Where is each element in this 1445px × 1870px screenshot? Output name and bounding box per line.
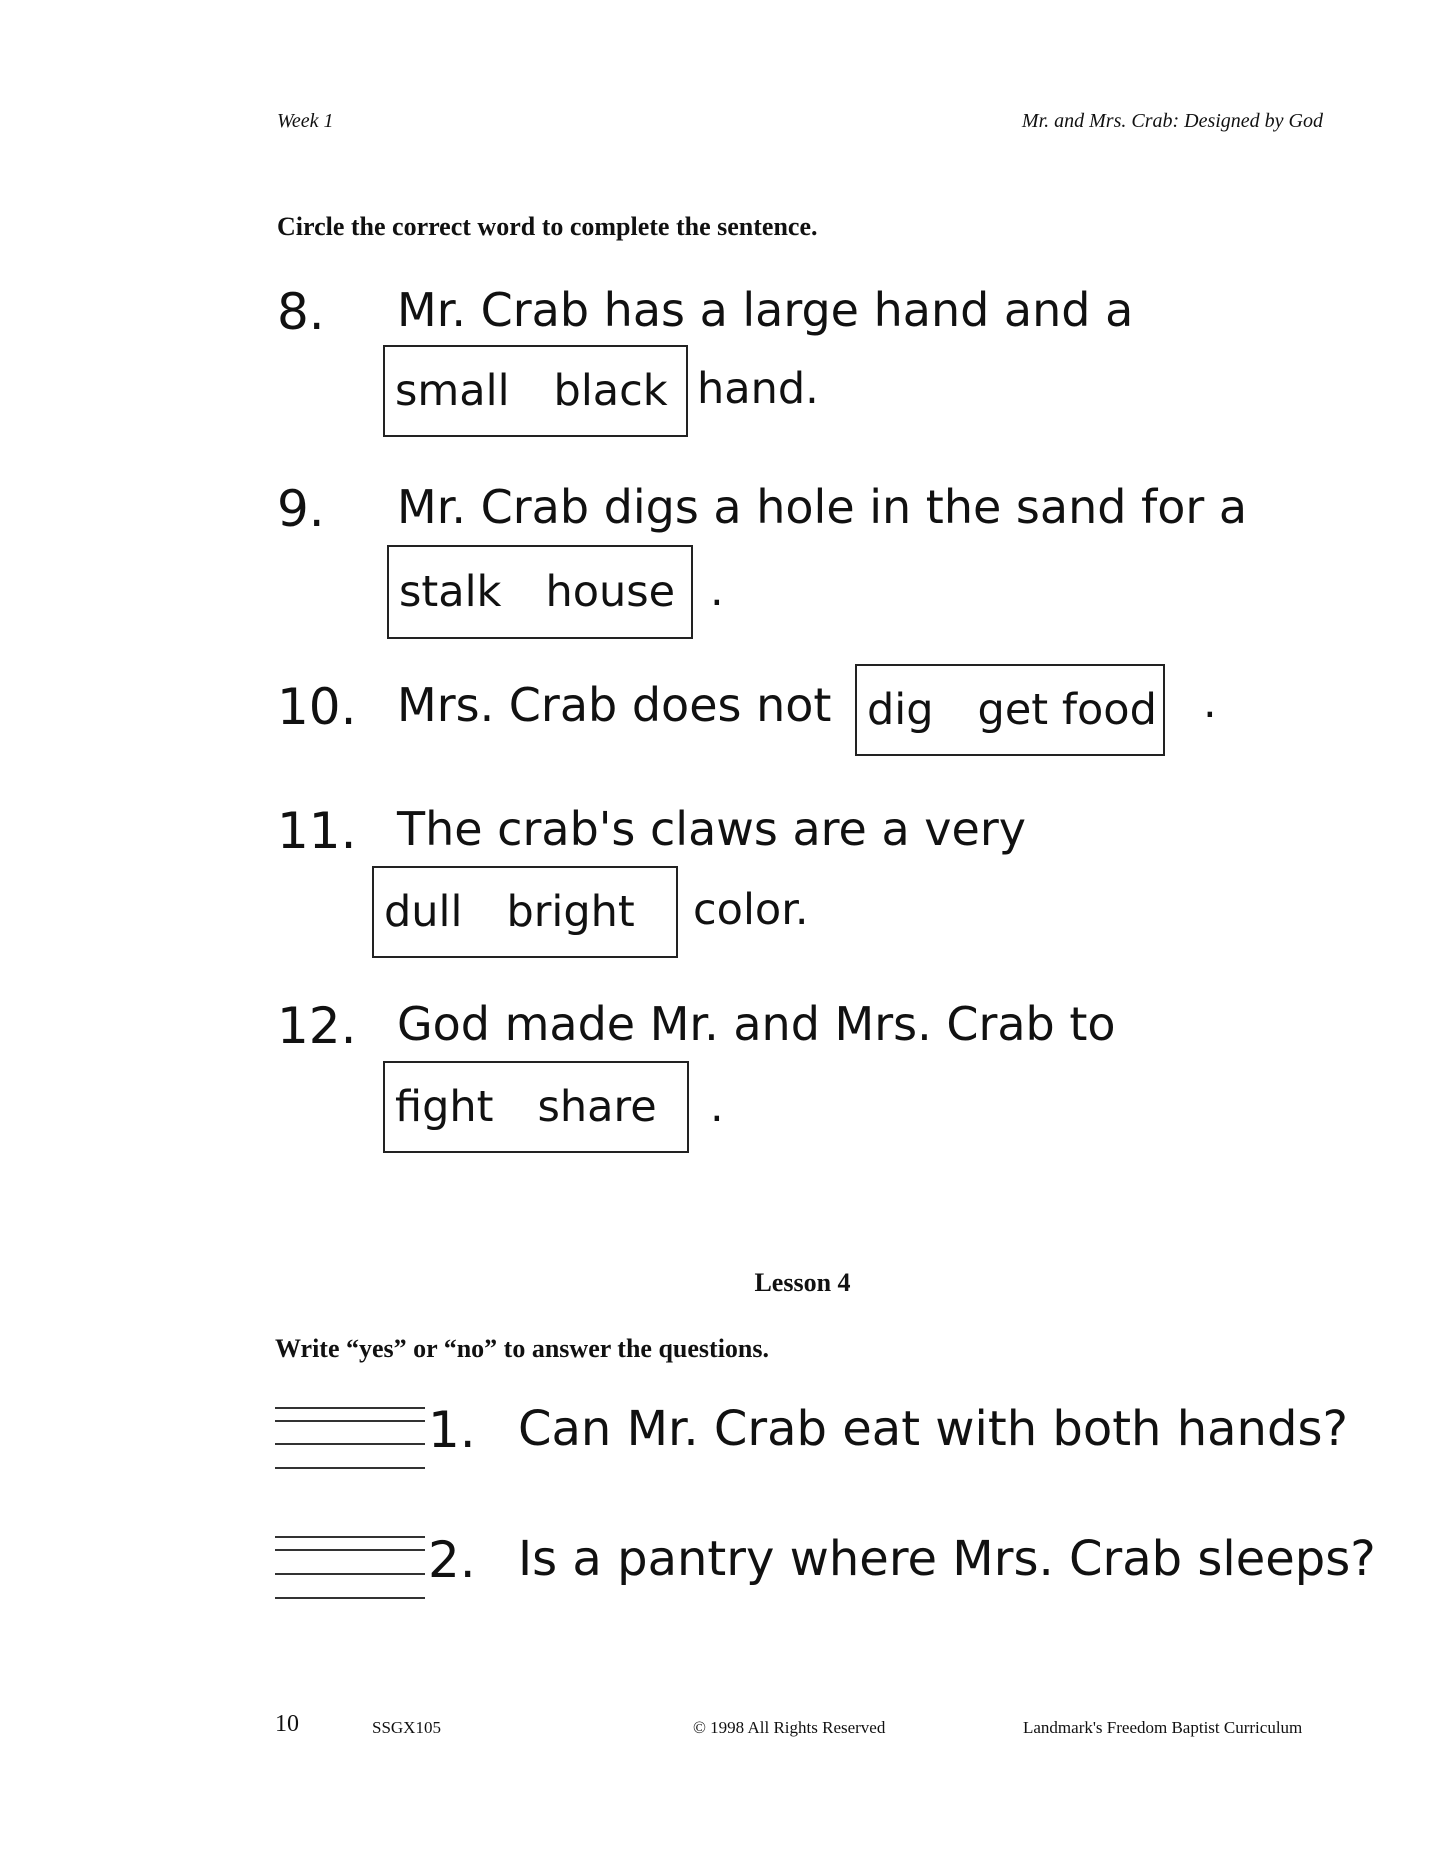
choice-word[interactable]: fight <box>395 1082 494 1132</box>
sentence-ending: hand. <box>697 364 819 414</box>
answer-choice-box <box>372 866 678 958</box>
sentence-ending: color. <box>693 885 809 935</box>
question-number: 11. <box>277 802 357 860</box>
choice-word[interactable]: house <box>545 567 676 617</box>
question-number: 12. <box>277 997 357 1055</box>
page-number: 10 <box>275 1711 299 1737</box>
sentence-ending: . <box>710 566 724 616</box>
instruction-circle: Circle the correct word to complete the sentence. <box>277 212 818 241</box>
choice-word[interactable]: black <box>553 366 668 416</box>
footer-publisher: Landmark's Freedom Baptist Curriculum <box>1023 1718 1303 1737</box>
question-sentence: Mrs. Crab does not <box>397 678 832 732</box>
choice-word[interactable]: small <box>395 366 510 416</box>
writing-line <box>275 1407 425 1409</box>
writing-line <box>275 1573 425 1575</box>
choice-word[interactable]: stalk <box>399 567 502 617</box>
question-sentence: Mr. Crab has a large hand and a <box>397 283 1134 337</box>
footer-copyright: © 1998 All Rights Reserved <box>693 1718 886 1737</box>
question-sentence: The crab's claws are a very <box>397 802 1026 856</box>
question-sentence: Mr. Crab digs a hole in the sand for a <box>397 480 1248 534</box>
writing-line <box>275 1536 425 1538</box>
choice-word[interactable]: dull <box>384 887 463 937</box>
header-week: Week 1 <box>277 110 334 132</box>
question-number: 10. <box>277 678 357 736</box>
writing-line <box>275 1420 425 1422</box>
question-number: 1. <box>428 1401 476 1459</box>
choice-word[interactable]: dig <box>867 685 934 735</box>
lesson-title: Lesson 4 <box>754 1268 851 1297</box>
sentence-ending: . <box>1203 678 1217 728</box>
answer-choice-box <box>855 664 1165 756</box>
footer-code: SSGX105 <box>372 1718 441 1737</box>
question-text: Is a pantry where Mrs. Crab sleeps? <box>518 1531 1376 1587</box>
choice-word[interactable]: bright <box>506 887 635 937</box>
writing-line <box>275 1443 425 1445</box>
writing-line <box>275 1549 425 1551</box>
answer-choice-box <box>383 345 688 437</box>
header-title: Mr. and Mrs. Crab: Designed by God <box>1021 110 1323 132</box>
choice-word[interactable]: get food <box>977 685 1157 735</box>
question-number: 2. <box>428 1531 476 1589</box>
writing-line <box>275 1467 425 1469</box>
question-sentence: God made Mr. and Mrs. Crab to <box>397 997 1116 1051</box>
question-number: 9. <box>277 480 325 538</box>
sentence-ending: . <box>710 1082 724 1132</box>
answer-choice-box <box>383 1061 689 1153</box>
instruction-yes-no: Write “yes” or “no” to answer the questions. <box>275 1334 769 1363</box>
writing-line <box>275 1597 425 1599</box>
question-number: 8. <box>277 283 325 341</box>
answer-choice-box <box>387 545 693 639</box>
choice-word[interactable]: share <box>537 1082 657 1132</box>
question-text: Can Mr. Crab eat with both hands? <box>518 1401 1348 1457</box>
